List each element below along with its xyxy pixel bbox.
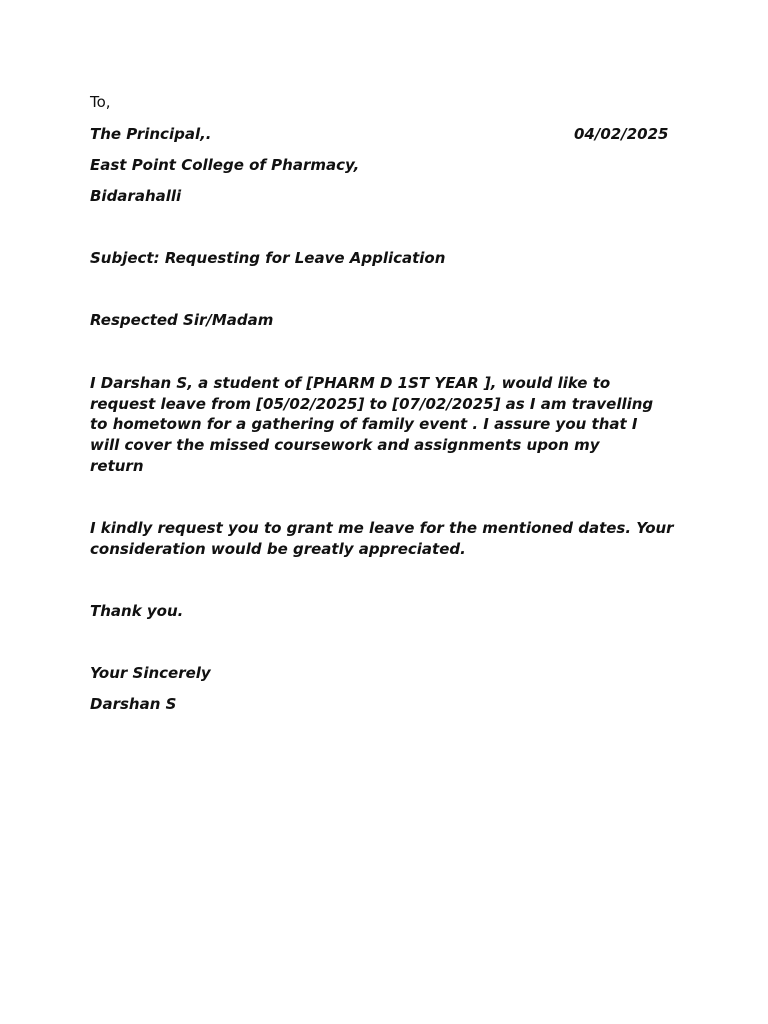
signature-name: Darshan S (90, 695, 177, 713)
subject-line: Subject: Requesting for Leave Application (90, 249, 446, 267)
body-paragraph-2: I kindly request you to grant me leave for the mentioned dates. Your consideration would be greatly appreciated. (90, 519, 674, 558)
college-name: East Point College of Pharmacy, (90, 156, 360, 174)
thanks-line: Thank you. (90, 602, 184, 620)
salutation: Respected Sir/Madam (90, 311, 274, 329)
college-place: Bidarahalli (90, 187, 182, 205)
closing-line: Your Sincerely (90, 664, 211, 682)
to-label: To, (90, 93, 111, 111)
letter-date: 04/02/2025 (574, 125, 669, 143)
recipient-line: The Principal,. (90, 125, 212, 143)
body-paragraph-1: I Darshan S, a student of [PHARM D 1ST YEAR ], would like to request leave from [05/02/2025] to [07/02/2025] as I am travelling to hometown for a gathering of family event . I assure you that I will cover the missed coursework and assignments upon my return (90, 374, 654, 475)
